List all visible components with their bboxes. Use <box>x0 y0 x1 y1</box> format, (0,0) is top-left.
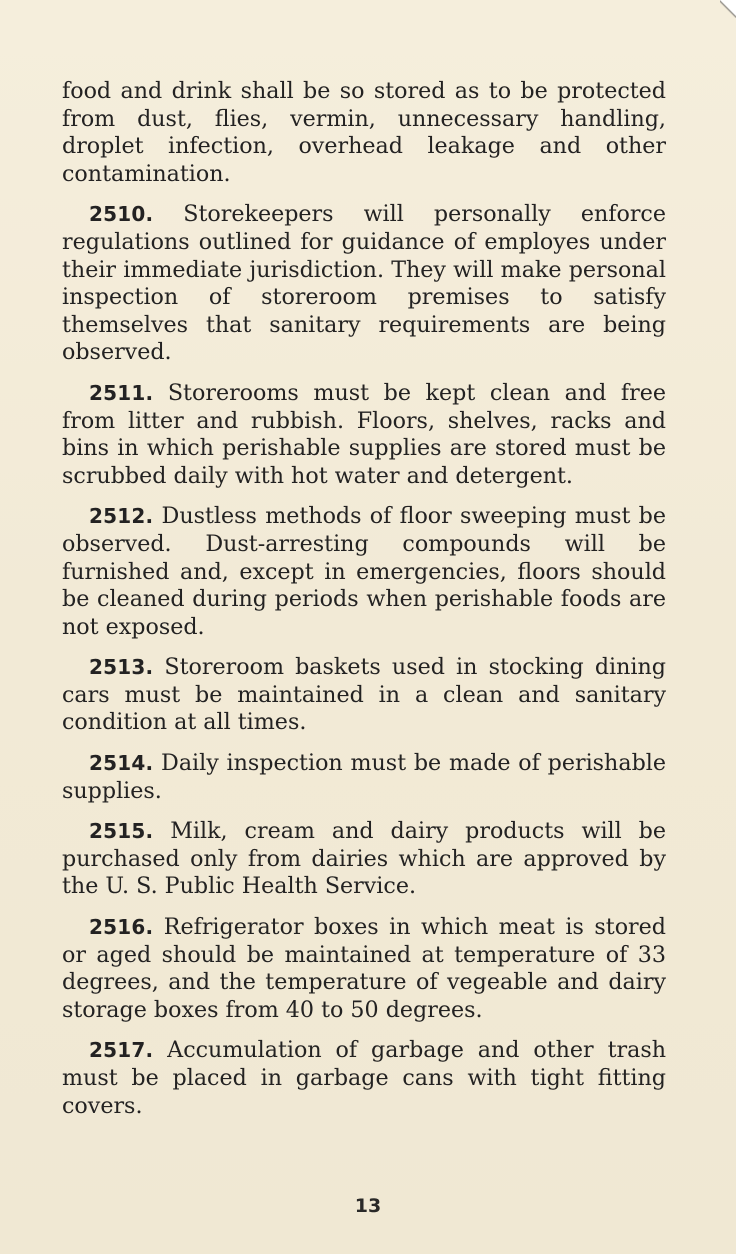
paragraph-2515 <box>62 818 666 901</box>
paragraph-text: Dustless methods of floor sweeping must be observed. Dust-arresting compounds will be furnished and, except in emergencies, floors should be cleaned during periods when perishable foods are not exposed. <box>62 503 666 640</box>
section-number: 2512. <box>89 504 154 529</box>
paragraph-text: Storerooms must be kept clean and free from litter and rubbish. Floors, shelves, racks and bins in which perishable supplies are stored must be scrubbed daily with hot water and detergent. <box>62 379 666 489</box>
section-number: 2514. <box>89 751 154 776</box>
paragraph-continued <box>62 78 666 188</box>
section-number: 2515. <box>89 819 154 844</box>
section-number: 2516. <box>89 915 154 940</box>
section-number: 2517. <box>89 1038 154 1063</box>
section-number: 2513. <box>89 655 154 680</box>
paragraph-text: Storeroom baskets used in stocking dining cars must be maintained in a clean and sanitary condition at all times. <box>62 654 666 736</box>
paragraph-text: Refrigerator boxes in which meat is stored or aged should be maintained at temperature of 33 degrees, and the temperature of vegeable and dairy storage boxes from 40 to 50 degrees. <box>62 914 666 1023</box>
paragraph-text: Daily inspection must be made of perishable supplies. <box>62 750 666 804</box>
page-corner <box>720 0 736 18</box>
paragraph-text: Accumulation of garbage and other trash must be placed in garbage cans with tight fitting covers. <box>62 1037 666 1119</box>
paragraph-text: Milk, cream and dairy products will be purchased only from dairies which are approved by the U. S. Public Health Service. <box>62 818 666 900</box>
paragraph-2517 <box>62 1037 666 1120</box>
page-number: 13 <box>354 1195 382 1217</box>
paragraph-2513 <box>62 654 666 737</box>
page-body <box>62 78 666 1133</box>
paragraph-text: Storekeepers will personally enforce regulations outlined for guidance of employes under their immediate jurisdiction. They will make personal inspection of storeroom premises to satisfy themselves that sanitary requirements are being observed. <box>62 201 666 366</box>
section-number: 2511. <box>89 380 154 405</box>
paragraph-text: food and drink shall be so stored as to be protected from dust, flies, vermin, unnecessary handling, droplet infection, overhead leakage and other contamination. <box>62 78 666 187</box>
paragraph-2516 <box>62 914 666 1024</box>
paragraph-2511 <box>62 380 666 490</box>
paragraph-2514 <box>62 750 666 805</box>
section-number: 2510. <box>89 202 154 227</box>
paragraph-2512 <box>62 503 666 641</box>
paragraph-2510 <box>62 201 666 367</box>
